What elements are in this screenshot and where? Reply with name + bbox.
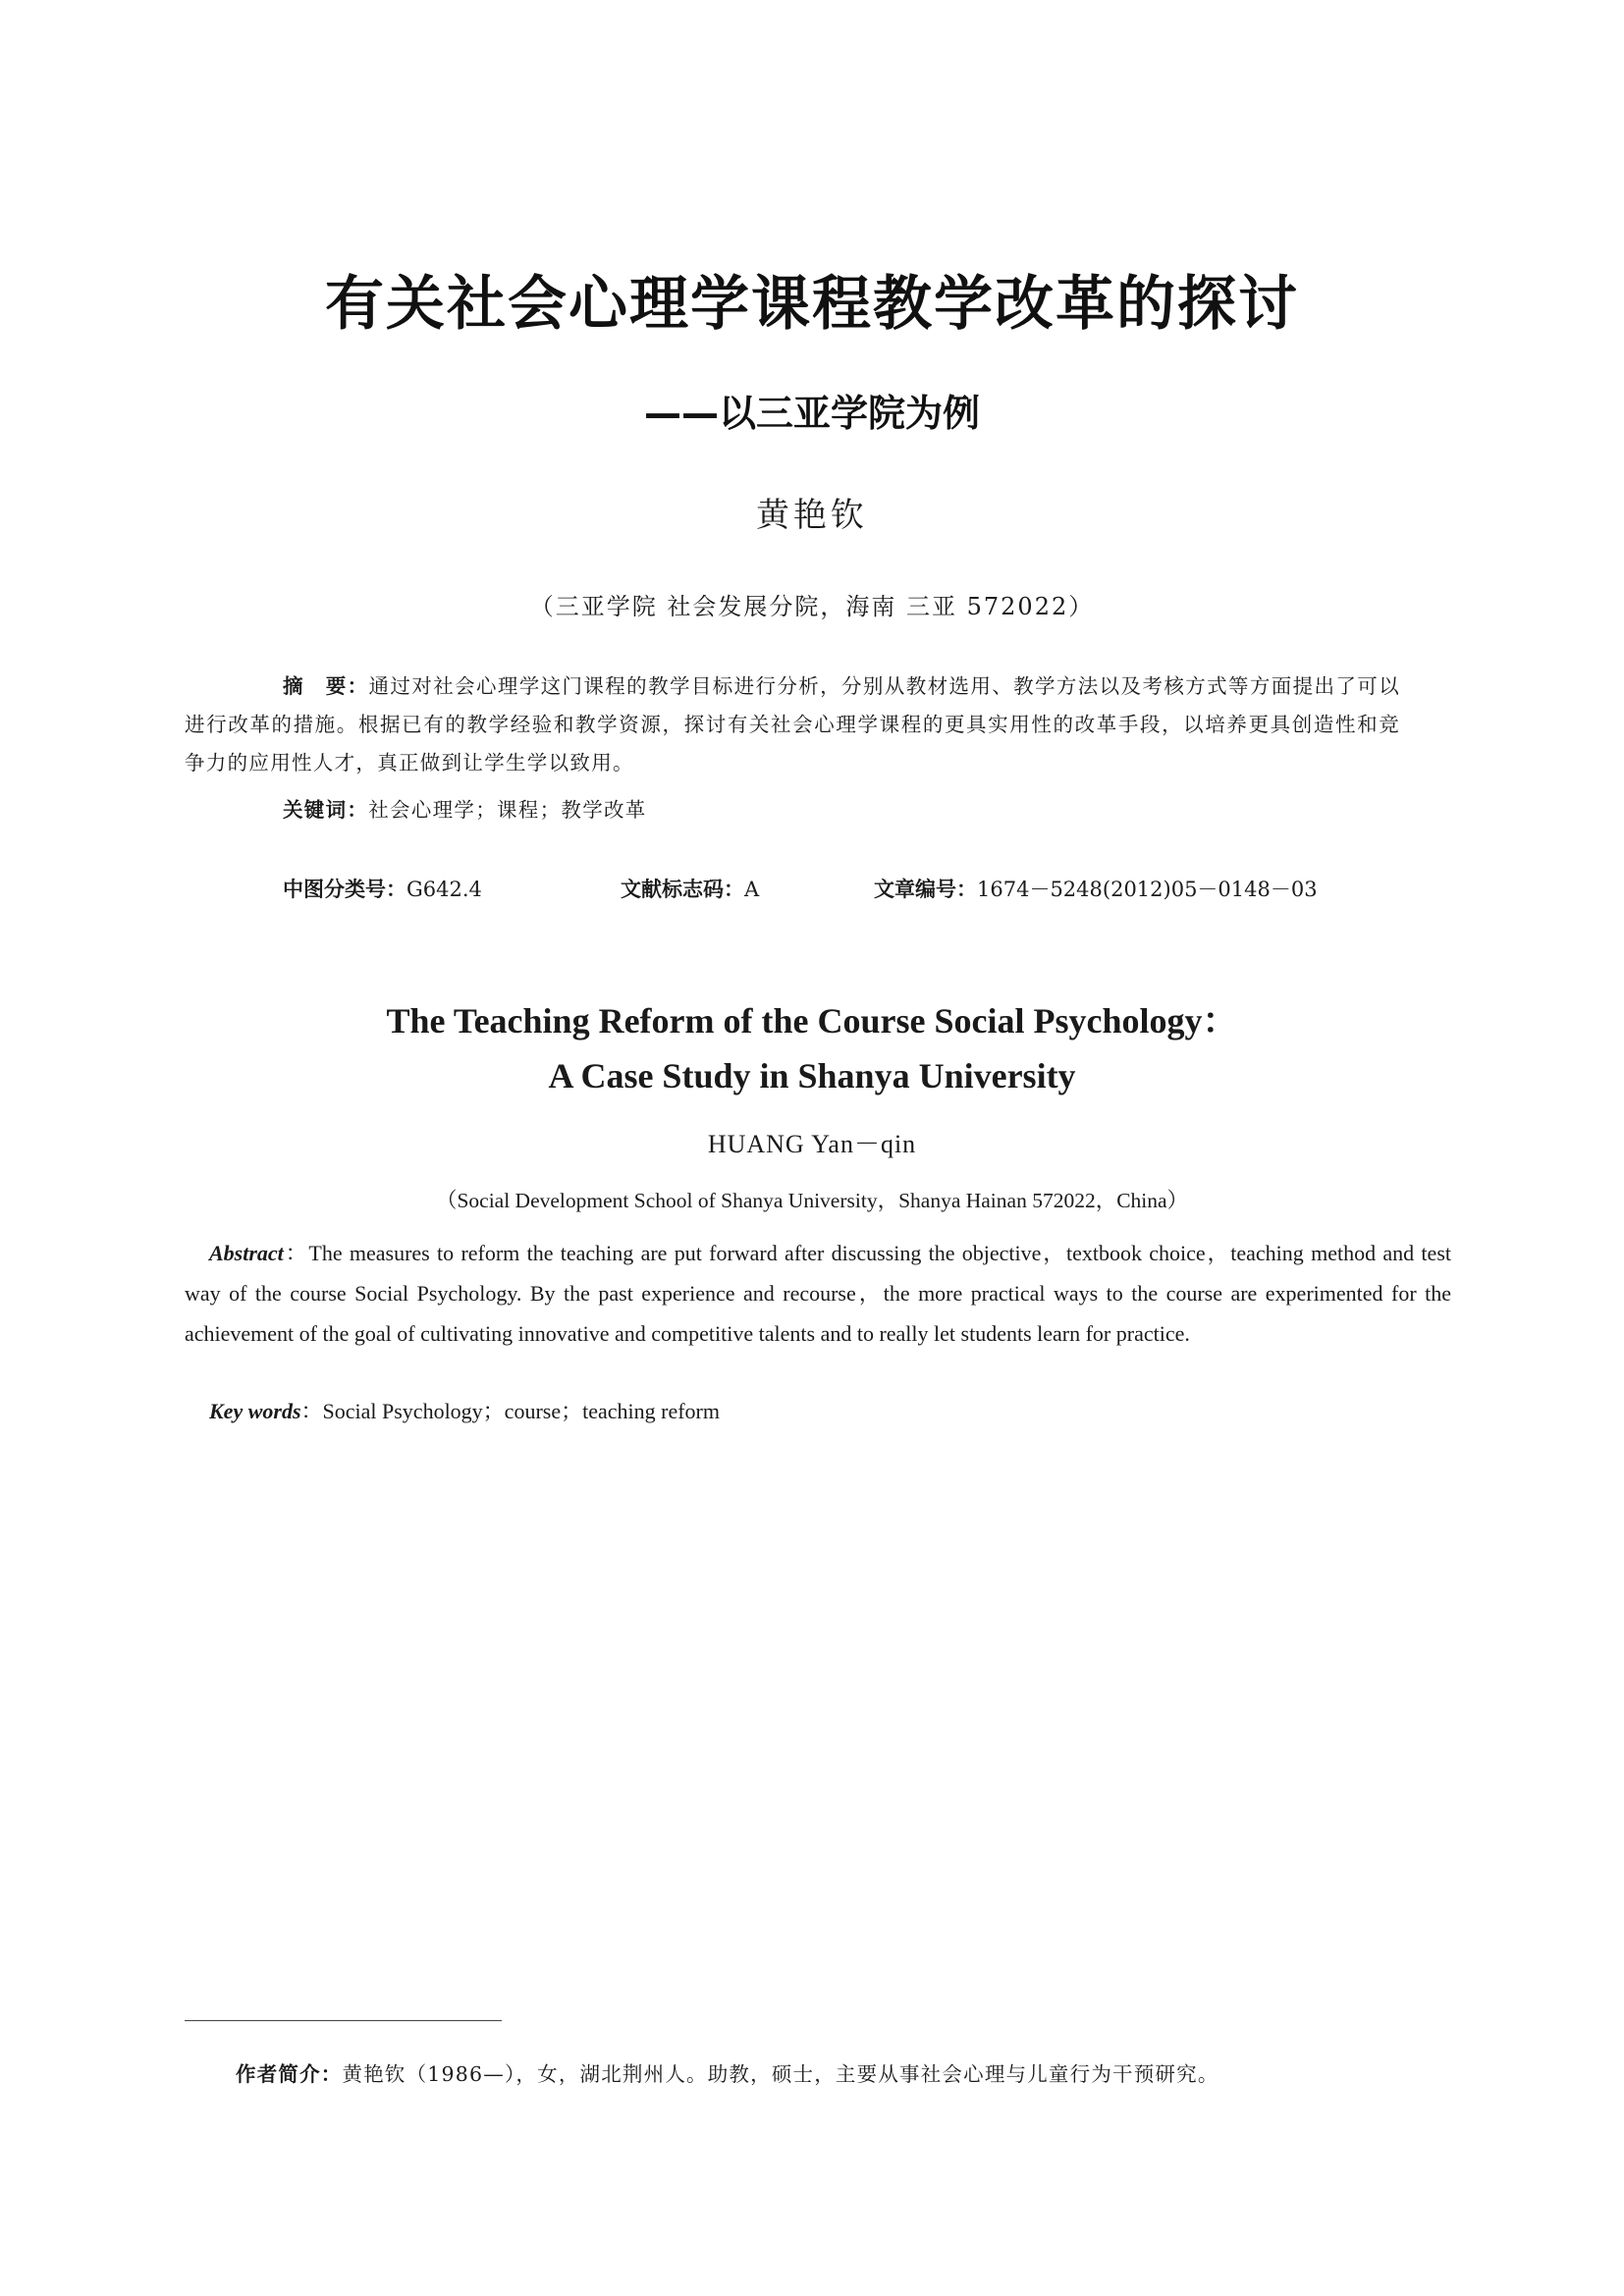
english-keywords-separator: ： [300,1399,323,1423]
chinese-abstract [185,667,1400,782]
english-keywords-text: Social Psychology；course；teaching reform [322,1399,720,1423]
document-code-value: A [744,878,760,901]
english-keywords [209,1395,720,1425]
english-author: HUANG Yan－qin [707,1130,917,1158]
footnote-text: 黄艳钦（1986—），女，湖北荆州人。助教，硕士，主要从事社会心理与儿童行为干预研究。 [342,2062,1219,2086]
article-number-label: 文章编号： [874,878,977,901]
english-title-line-2: A Case Study in Shanya University [548,1056,1076,1095]
chinese-keywords [283,793,647,823]
english-keywords-label: Key words [209,1399,301,1423]
chinese-abstract-label: 摘 要： [283,674,369,698]
chinese-subtitle: ——以三亚学院为例 [643,392,980,435]
document-code-label: 文献标志码： [621,878,744,901]
english-title-line-1: The Teaching Reform of the Course Social Psychology： [386,1001,1238,1041]
english-abstract-text: The measures to reform the teaching are put forward after discussing the objective，textbook choice，teaching method and test way of the course Social Psychology. By the past experience and recourse，the more practical ways to the course are experimented for the achievement of the goal of cultivating innovative and competitive talents and to really let students learn for practice. [185,1241,1451,1346]
footnote-divider [185,2020,502,2021]
clc-value: G642.4 [406,878,482,901]
article-number-value: 1674－5248(2012)05－0148－03 [977,878,1318,901]
chinese-keywords-text: 社会心理学；课程；教学改革 [368,798,647,822]
footnote-label: 作者简介： [236,2062,343,2086]
english-abstract-separator: ： [283,1241,309,1265]
clc-number [283,874,482,903]
english-affiliation: （Social Development School of Shanya University，Shanya Hainan 572022，China） [435,1189,1189,1212]
clc-label: 中图分类号： [283,878,406,901]
english-abstract-label: Abstract [209,1241,284,1265]
chinese-title: 有关社会心理学课程教学改革的探讨 [325,270,1299,339]
english-abstract [185,1233,1451,1354]
chinese-keywords-label: 关键词： [283,798,369,822]
chinese-affiliation: （三亚学院 社会发展分院，海南 三亚 572022） [529,593,1095,620]
english-title [0,993,1624,1103]
chinese-author: 黄艳钦 [756,496,868,535]
chinese-abstract-text: 通过对社会心理学这门课程的教学目标进行分析，分别从教材选用、教学方法以及考核方式等方面提出了可以进行改革的措施。根据已有的教学经验和教学资源，探讨有关社会心理学课程的更具实用性的改革手段，以培养更具创造性和竞争力的应用性人才，真正做到让学生学以致用。 [185,674,1400,774]
author-footnote [236,2057,1219,2087]
article-number [874,874,1318,903]
document-code [621,874,759,903]
